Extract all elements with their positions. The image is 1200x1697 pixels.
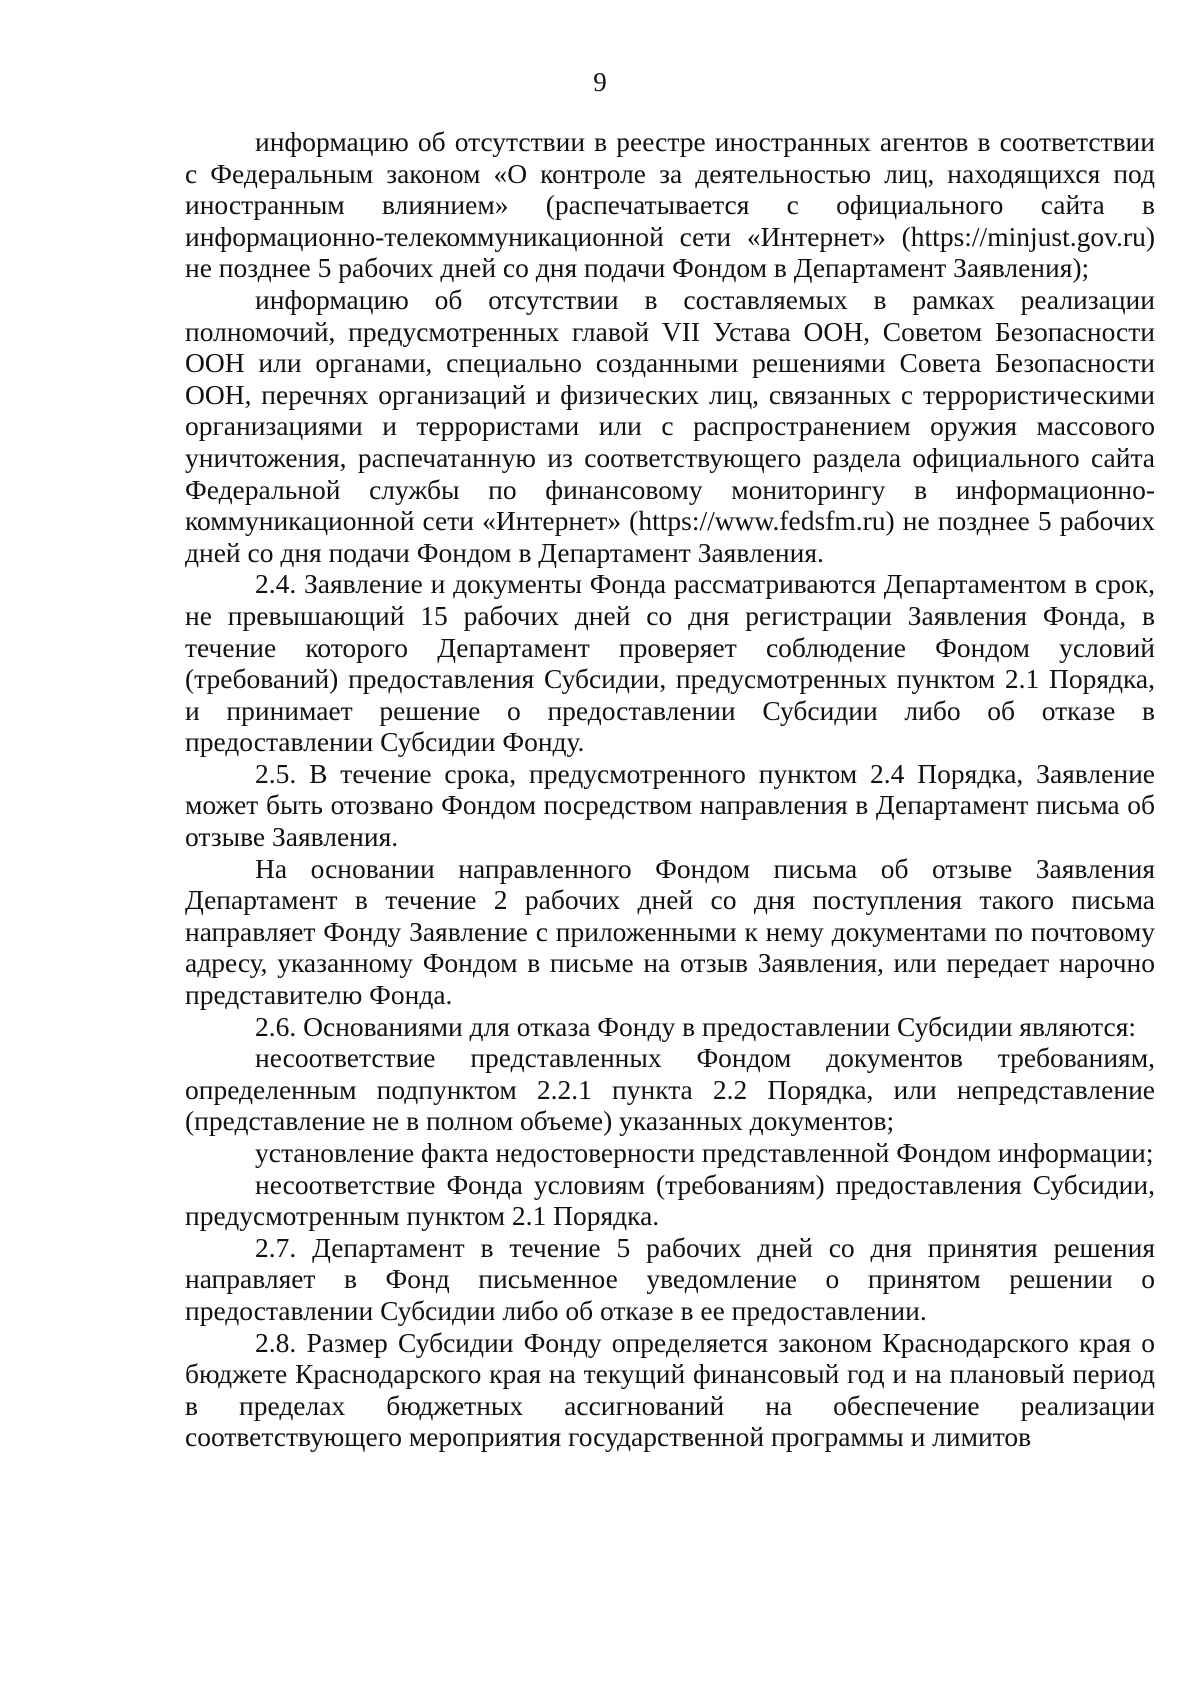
paragraph: 2.6. Основаниями для отказа Фонду в предоставлении Субсидии являются: [255,1010,1136,1042]
paragraph: несоответствие Фонда условиям (требованиям) предоставления Субсидии, предусмотренным пунктом 2.1 Порядка. [185,1168,1155,1232]
page-number: 9 [593,67,607,97]
document-body [185,126,1155,1453]
paragraph: несоответствие представленных Фондом документов требованиям, определенным подпунктом 2.2.1 пункта 2.2 Порядка, или непредставление (представление не в полном объеме) указанных документов; [185,1042,1155,1137]
paragraph: 2.4. Заявление и документы Фонда рассматриваются Департаментом в срок, не превышающий 15 рабочих дней со дня регистрации Заявления Фонда, в течение которого Департамент проверяет соблюдение Фондом условий (требований) предоставления Субсидии, предусмотренных пунктом 2.1 Порядка, и принимает решение о предоставлении Субсидии либо об отказе в предоставлении Субсидии Фонду. [185,568,1155,758]
paragraph: информацию об отсутствии в составляемых в рамках реализации полномочий, предусмотренных главой VII Устава ООН, Советом Безопасности ООН или органами, специально созданными решениями Совета Безопасности ООН, перечнях организаций и физических лиц, связанных с террористическими организациями и террористами или с распространением оружия массового уничтожения, распечатанную из соответствующего раздела официального сайта Федеральной службы по финансовому мониторингу в информационно-коммуникационной сети «Интернет» (https://www.fedsfm.ru) не позднее 5 рабочих дней со дня подачи Фондом в Департамент Заявления. [185,283,1155,568]
paragraph: 2.7. Департамент в течение 5 рабочих дней со дня принятия решения направляет в Фонд письменное уведомление о принятом решении о предоставлении Субсидии либо об отказе в ее предоставлении. [185,1231,1155,1326]
paragraph: 2.8. Размер Субсидии Фонду определяется законом Краснодарского края о бюджете Краснодарского края на текущий финансовый год и на плановый период в пределах бюджетных ассигнований на обеспечение реализации соответствующего мероприятия государственной программы и лимитов [185,1326,1155,1453]
paragraph: 2.5. В течение срока, предусмотренного пунктом 2.4 Порядка, Заявление может быть отозвано Фондом посредством направления в Департамент письма об отзыве Заявления. [185,757,1155,853]
paragraph: установление факта недостоверности представленной Фондом информации; [255,1137,1154,1168]
paragraph: информацию об отсутствии в реестре иностранных агентов в соответствии с Федеральным законом «О контроле за деятельностью лиц, находящихся под иностранным влиянием» (распечатывается с официального сайта в информационно-телекоммуникационной сети «Интернет» (https://minjust.gov.ru) не позднее 5 рабочих дней со дня подачи Фондом в Департамент Заявления); [185,126,1155,284]
paragraph: На основании направленного Фондом письма об отзыве Заявления Департамент в течение 2 рабочих дней со дня поступления такого письма направляет Фонду Заявление с приложенными к нему документами по почтовому адресу, указанному Фондом в письме на отзыв Заявления, или передает нарочно представителю Фонда. [185,852,1155,1011]
